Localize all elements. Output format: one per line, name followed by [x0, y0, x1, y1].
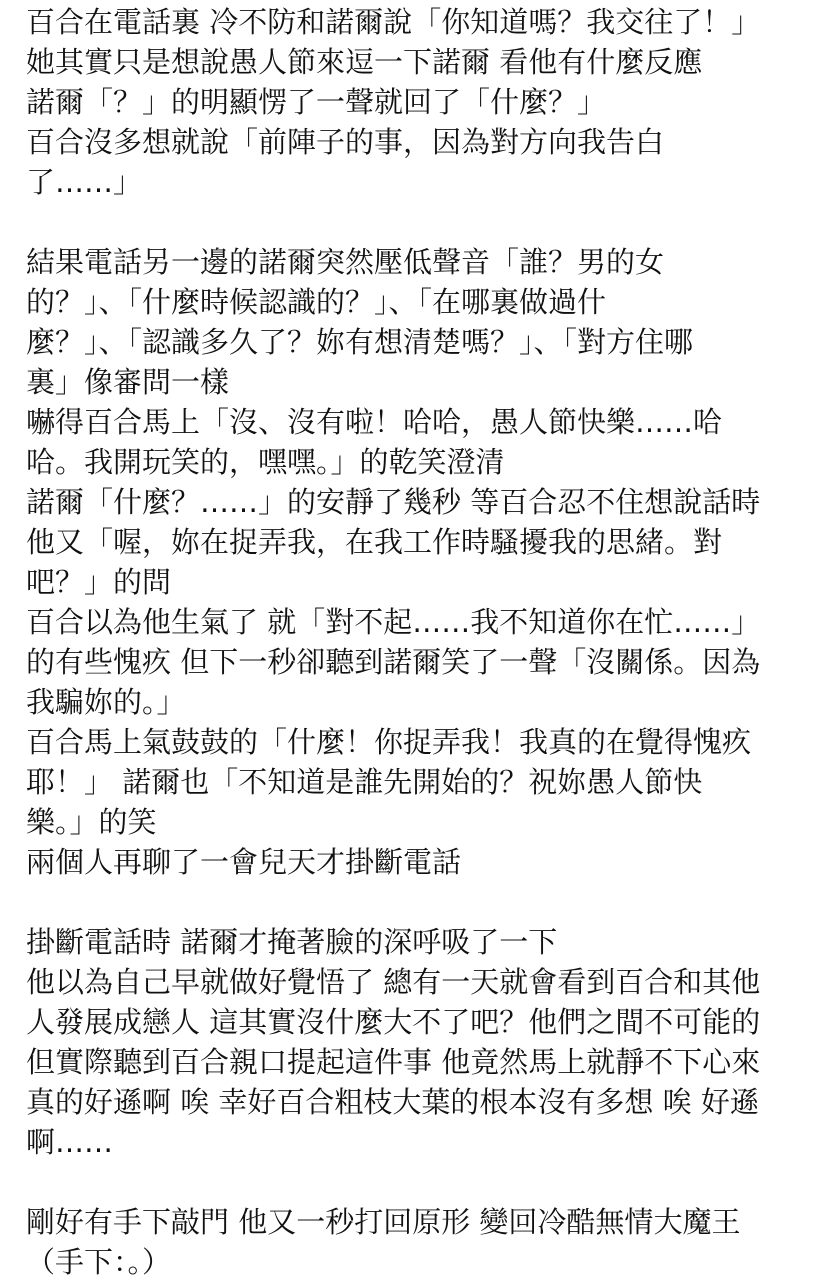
story-line: 真的好遜啊 唉 幸好百合粗枝大葉的根本沒有多想 唉 好遜 [26, 1085, 759, 1119]
paragraph-gap [26, 882, 816, 922]
story-line: 我騙妳的。」 [26, 685, 186, 719]
story-line: 嚇得百合馬上「沒、沒有啦！哈哈，愚人節快樂……哈 [26, 405, 723, 439]
story-line: 百合在電話裏 冷不防和諾爾說「你知道嗎？我交往了！」 [26, 5, 761, 39]
story-line: 他以為自己早就做好覺悟了 總有一天就會看到百合和其他 [26, 965, 761, 999]
story-line: 人發展成戀人 這其實沒什麼大不了吧？他們之間不可能的 [26, 1005, 761, 1039]
story-line: 百合以為他生氣了 就「對不起……我不知道你在忙……」 [26, 605, 761, 639]
paragraph-gap [26, 1162, 816, 1202]
story-line: 但實際聽到百合親口提起這件事 他竟然馬上就靜不下心來 [26, 1045, 761, 1079]
story-line: 她其實只是想說愚人節來逗一下諾爾 看他有什麼反應 [26, 45, 703, 79]
story-line: 諾爾「？」的明顯愣了一聲就回了「什麼？」 [26, 85, 607, 119]
story-line: （手下：。） [26, 1245, 172, 1279]
story-line: 哈。我開玩笑的，嘿嘿。」的乾笑澄清 [26, 445, 505, 479]
story-line: 吧？」的問 [26, 565, 172, 599]
story-line: 的？」、「什麼時候認識的？」、「在哪裏做過什 [26, 285, 607, 319]
story-line: 諾爾「什麼？……」的安靜了幾秒 等百合忍不住想說話時 [26, 485, 761, 519]
story-text [26, 0, 816, 1282]
story-line: 的有些愧疚 但下一秒卻聽到諾爾笑了一聲「沒關係。因為 [26, 645, 761, 679]
story-line: 啊…… [26, 1125, 114, 1159]
story-line: 百合馬上氣鼓鼓的「什麼！你捉弄我！我真的在覺得愧疚 [26, 725, 752, 759]
story-line: 掛斷電話時 諾爾才掩著臉的深呼吸了一下 [26, 925, 558, 959]
story-line: 耶！」 諾爾也「不知道是誰先開始的？祝妳愚人節快 [26, 765, 703, 799]
story-line: 結果電話另一邊的諾爾突然壓低聲音「誰？男的女 [26, 245, 665, 279]
story-line: 樂。」的笑 [26, 805, 157, 839]
paragraph-gap [26, 202, 816, 242]
story-line: 麼？」、「認識多久了？妳有想清楚嗎？」、「對方住哪 [26, 325, 694, 359]
story-line: 他又「喔，妳在捉弄我，在我工作時騷擾我的思緒。對 [26, 525, 723, 559]
story-line: 百合沒多想就說「前陣子的事，因為對方向我告白 [26, 125, 665, 159]
story-line: 裏」像審問一樣 [26, 365, 230, 399]
story-line: 了……」 [26, 165, 143, 199]
story-line: 剛好有手下敲門 他又一秒打回原形 變回冷酷無情大魔王 [26, 1205, 741, 1239]
story-line: 兩個人再聊了一會兒天才掛斷電話 [26, 845, 462, 879]
